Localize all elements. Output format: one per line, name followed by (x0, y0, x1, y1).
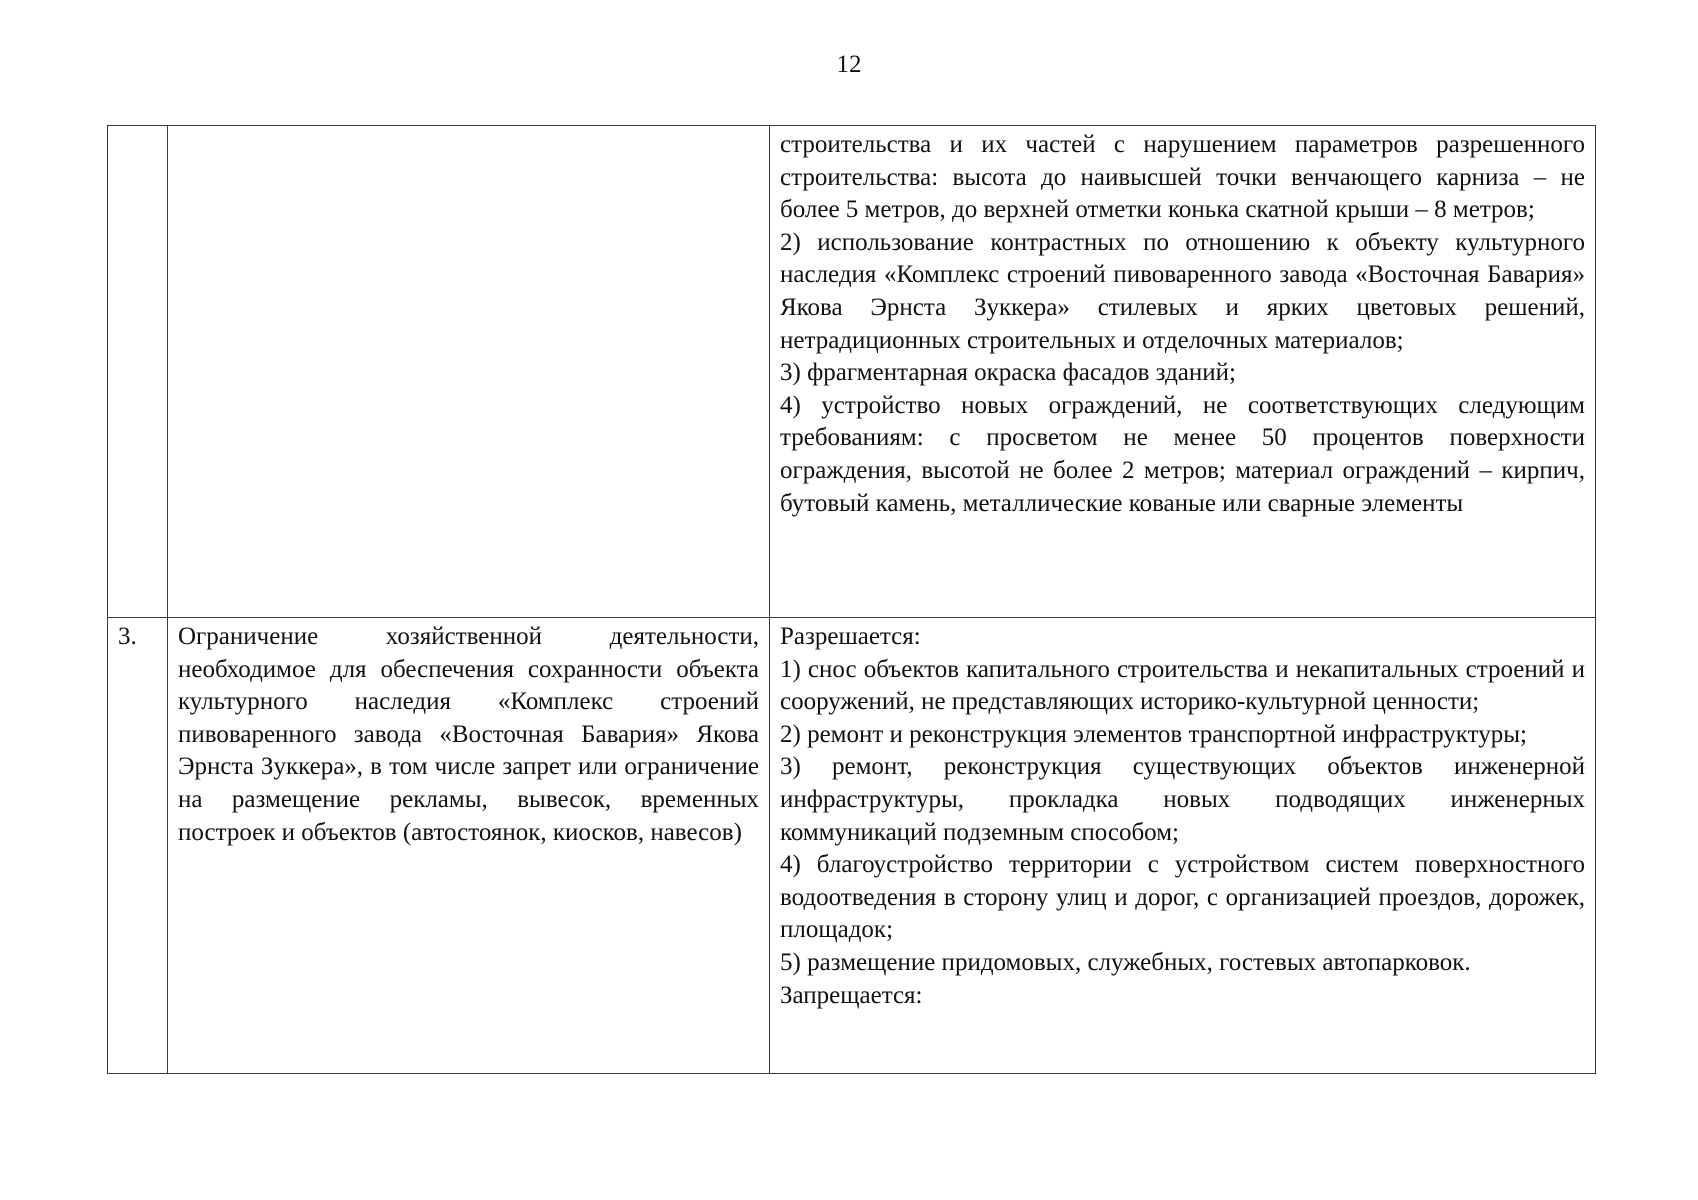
paragraph: 4) благоустройство территории с устройством систем поверхностного водоотведения в сторону улиц и дорог, с организацией проездов, дорожек, площадок; (780, 851, 1585, 944)
row-number-cell (108, 126, 168, 618)
page-number: 12 (836, 51, 862, 78)
table-row (108, 126, 1596, 618)
paragraph: Запрещается: (780, 981, 923, 1009)
row-description-cell (770, 126, 1596, 618)
row-description-cell (770, 618, 1596, 1074)
paragraph: 2) использование контрастных по отношению к объекту культурного наследия «Комплекс строений пивоваренного завода «Восточная Бавария» Якова Эрнста Зуккера» стилевых и ярких цветовых решений, нетрадиционных строительных и отделочных материалов; (780, 228, 1585, 354)
paragraph: 1) снос объектов капитального строительства и некапитальных строений и сооружений, не представляющих историко-культурной ценности; (780, 655, 1585, 716)
table-row (108, 618, 1596, 1074)
paragraph: 3) фрагментарная окраска фасадов зданий; (780, 359, 1236, 387)
row-number-cell: 3. (108, 618, 168, 1074)
paragraph: 5) размещение придомовых, служебных, гостевых автопарковок. (780, 948, 1471, 976)
paragraph: 2) ремонт и реконструкция элементов транспортной инфраструктуры; (780, 720, 1527, 748)
restrictions-table (107, 125, 1596, 1074)
row-name-cell (168, 126, 770, 618)
paragraph: Ограничение хозяйственной деятельности, необходимое для обеспечения сохранности объекта культурного наследия «Комплекс строений пивоваренного завода «Восточная Бавария» Якова Эрнста Зуккера», в том числе запрет или ограничение на размещение рекламы, вывесок, временных построек и объектов (автостоянок, киосков, навесов) (178, 623, 759, 846)
paragraph: 4) устройство новых ограждений, не соответствующих следующим требованиям: с просветом не менее 50 процентов поверхности ограждения, высотой не более 2 метров; материал ограждений – кирпич, бутовый камень, металлические кованые или сварные элементы (780, 391, 1585, 517)
paragraph: Разрешается: (780, 623, 921, 650)
paragraph: 3) ремонт, реконструкция существующих объектов инженерной инфраструктуры, прокладка новых подводящих инженерных коммуникаций подземным способом; (780, 753, 1585, 846)
row-name-cell (168, 618, 770, 1074)
paragraph: строительства и их частей с нарушением параметров разрешенного строительства: высота до наивысшей точки венчающего карниза – не более 5 метров, до верхней отметки конька скатной крыши – 8 метров; (780, 131, 1585, 224)
